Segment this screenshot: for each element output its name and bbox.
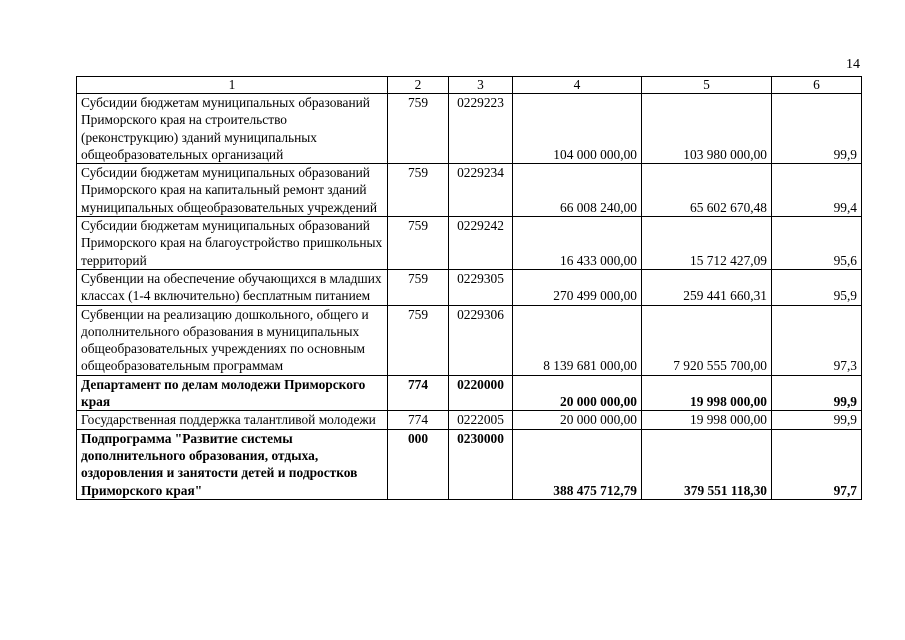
row-name: Субвенции на обеспечение обучающихся в младших классах (1-4 включительно) бесплатным питанием xyxy=(77,269,388,305)
row-value-6: 99,9 xyxy=(772,94,862,164)
row-code-3: 0222005 xyxy=(449,411,513,429)
row-value-5: 15 712 427,09 xyxy=(642,217,772,270)
row-code-3: 0229306 xyxy=(449,305,513,375)
row-code-2: 774 xyxy=(388,375,449,411)
row-code-3: 0229223 xyxy=(449,94,513,164)
row-value-6: 95,9 xyxy=(772,269,862,305)
header-col-2: 2 xyxy=(388,77,449,94)
row-value-4: 388 475 712,79 xyxy=(513,429,642,499)
row-code-2: 000 xyxy=(388,429,449,499)
row-code-3: 0230000 xyxy=(449,429,513,499)
row-value-6: 95,6 xyxy=(772,217,862,270)
table-row xyxy=(77,411,862,429)
row-value-4: 66 008 240,00 xyxy=(513,164,642,217)
row-value-4: 270 499 000,00 xyxy=(513,269,642,305)
row-value-6: 99,9 xyxy=(772,411,862,429)
row-value-5: 19 998 000,00 xyxy=(642,375,772,411)
row-code-2: 759 xyxy=(388,305,449,375)
table-row xyxy=(77,217,862,270)
row-name: Субсидии бюджетам муниципальных образований Приморского края на капитальный ремонт зданий муниципальных общеобразовательных учреждений xyxy=(77,164,388,217)
row-code-3: 0220000 xyxy=(449,375,513,411)
header-col-1: 1 xyxy=(77,77,388,94)
row-code-2: 759 xyxy=(388,164,449,217)
header-col-3: 3 xyxy=(449,77,513,94)
row-code-3: 0229234 xyxy=(449,164,513,217)
row-code-2: 759 xyxy=(388,269,449,305)
table-row xyxy=(77,305,862,375)
row-value-5: 259 441 660,31 xyxy=(642,269,772,305)
row-value-5: 19 998 000,00 xyxy=(642,411,772,429)
row-value-5: 65 602 670,48 xyxy=(642,164,772,217)
row-name: Субсидии бюджетам муниципальных образований Приморского края на строительство (реконструкцию) зданий муниципальных общеобразовательных организаций xyxy=(77,94,388,164)
header-col-6: 6 xyxy=(772,77,862,94)
table-row xyxy=(77,269,862,305)
row-value-4: 104 000 000,00 xyxy=(513,94,642,164)
row-code-3: 0229242 xyxy=(449,217,513,270)
table-row-department xyxy=(77,375,862,411)
row-name: Государственная поддержка талантливой молодежи xyxy=(77,411,388,429)
table-row xyxy=(77,164,862,217)
row-code-2: 759 xyxy=(388,94,449,164)
row-value-5: 103 980 000,00 xyxy=(642,94,772,164)
row-value-5: 7 920 555 700,00 xyxy=(642,305,772,375)
table-row-subprogram xyxy=(77,429,862,499)
row-name: Подпрограмма "Развитие системы дополнительного образования, отдыха, оздоровления и занятости детей и подростков Приморского края" xyxy=(77,429,388,499)
row-value-6: 99,4 xyxy=(772,164,862,217)
header-row xyxy=(77,77,862,94)
row-name: Департамент по делам молодежи Приморского края xyxy=(77,375,388,411)
header-col-5: 5 xyxy=(642,77,772,94)
header-col-4: 4 xyxy=(513,77,642,94)
row-value-6: 99,9 xyxy=(772,375,862,411)
row-value-4: 20 000 000,00 xyxy=(513,411,642,429)
row-code-2: 759 xyxy=(388,217,449,270)
row-code-2: 774 xyxy=(388,411,449,429)
row-value-5: 379 551 118,30 xyxy=(642,429,772,499)
budget-table xyxy=(76,76,862,500)
row-name: Субвенции на реализацию дошкольного, общего и дополнительного образования в муниципальных общеобразовательных учреждениях по основным общеобразовательным программам xyxy=(77,305,388,375)
row-value-4: 16 433 000,00 xyxy=(513,217,642,270)
row-value-4: 20 000 000,00 xyxy=(513,375,642,411)
table-row xyxy=(77,94,862,164)
page-number: 14 xyxy=(846,57,860,72)
row-value-6: 97,3 xyxy=(772,305,862,375)
row-name: Субсидии бюджетам муниципальных образований Приморского края на благоустройство пришкольных территорий xyxy=(77,217,388,270)
row-value-4: 8 139 681 000,00 xyxy=(513,305,642,375)
row-code-3: 0229305 xyxy=(449,269,513,305)
row-value-6: 97,7 xyxy=(772,429,862,499)
